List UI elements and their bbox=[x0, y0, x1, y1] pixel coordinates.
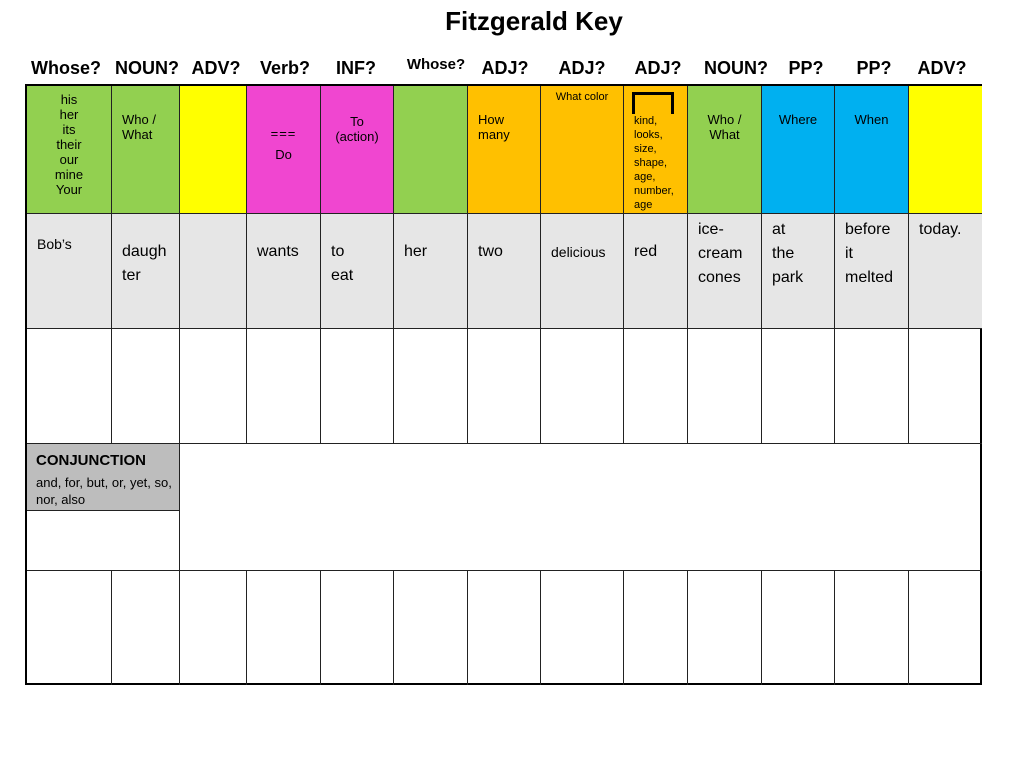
blank-cell[interactable] bbox=[27, 329, 112, 444]
column-header: ADJ? bbox=[634, 58, 682, 78]
blank-cell[interactable] bbox=[688, 571, 762, 685]
column-header: Whose? bbox=[31, 58, 101, 78]
conjunction-write-area[interactable] bbox=[180, 444, 982, 571]
column-header: Whose? bbox=[406, 56, 466, 73]
blank-cell[interactable] bbox=[27, 571, 112, 685]
key-cell bbox=[688, 86, 762, 214]
example-cell bbox=[321, 214, 394, 329]
key-cell-text bbox=[394, 86, 467, 92]
example-cell bbox=[247, 214, 321, 329]
page-title: Fitzgerald Key bbox=[445, 6, 623, 36]
blank-cell[interactable] bbox=[180, 571, 247, 685]
example-word: wants bbox=[257, 243, 299, 260]
example-cell bbox=[624, 214, 688, 329]
blank-cell[interactable] bbox=[835, 329, 909, 444]
key-cell-text: Who / What bbox=[707, 112, 742, 142]
key-cell-text: Where bbox=[778, 112, 818, 127]
example-cell bbox=[180, 214, 247, 329]
key-cell-text: When bbox=[854, 112, 889, 127]
key-cell bbox=[247, 86, 321, 214]
key-cell-text: kind, looks, size, shape, age, number, age bbox=[634, 115, 674, 211]
blank-cell[interactable] bbox=[112, 329, 180, 444]
key-cell bbox=[321, 86, 394, 214]
example-word: red bbox=[634, 243, 658, 260]
key-cell bbox=[762, 86, 835, 214]
conjunction-label bbox=[27, 444, 180, 511]
example-cell bbox=[27, 214, 112, 329]
example-word: before it melted bbox=[845, 221, 894, 286]
key-cell bbox=[835, 86, 909, 214]
blank-cell[interactable] bbox=[909, 329, 982, 444]
column-header: Verb? bbox=[259, 58, 311, 78]
example-word: at the park bbox=[772, 221, 804, 286]
column-header: ADV? bbox=[917, 58, 967, 78]
key-cell-text bbox=[909, 86, 982, 92]
key-cell-text: What color bbox=[555, 91, 609, 103]
key-cell-subtext: Do bbox=[275, 147, 292, 162]
example-word: ice- cream cones bbox=[698, 221, 743, 286]
key-cell-text: === bbox=[270, 126, 297, 141]
example-cell bbox=[468, 214, 541, 329]
blank-cell[interactable] bbox=[541, 329, 624, 444]
example-cell bbox=[688, 214, 762, 329]
example-word: today. bbox=[919, 221, 962, 238]
key-cell bbox=[27, 86, 112, 214]
column-header: NOUN? bbox=[115, 58, 179, 78]
blank-cell[interactable] bbox=[688, 329, 762, 444]
column-header: ADJ? bbox=[558, 58, 606, 78]
column-header: PP? bbox=[856, 58, 892, 78]
blank-cell[interactable] bbox=[247, 571, 321, 685]
key-cell bbox=[394, 86, 468, 214]
blank-cell[interactable] bbox=[835, 571, 909, 685]
example-word: Bob’s bbox=[37, 236, 72, 252]
column-header: INF? bbox=[336, 58, 376, 78]
fitzgerald-key-table bbox=[25, 84, 982, 685]
blank-cell[interactable] bbox=[762, 329, 835, 444]
column-headers bbox=[0, 58, 1024, 82]
example-word: to eat bbox=[331, 243, 354, 284]
blank-cell[interactable] bbox=[541, 571, 624, 685]
key-cell-text: To (action) bbox=[335, 114, 379, 144]
key-cell-text bbox=[180, 86, 246, 92]
key-cell bbox=[112, 86, 180, 214]
blank-cell[interactable] bbox=[468, 329, 541, 444]
example-word: daugh ter bbox=[122, 243, 167, 284]
blank-cell[interactable] bbox=[321, 571, 394, 685]
conjunction-words: and, for, but, or, yet, so, nor, also bbox=[36, 475, 172, 507]
conjunction-title: CONJUNCTION bbox=[36, 452, 147, 469]
blank-cell[interactable] bbox=[909, 571, 982, 685]
example-cell bbox=[394, 214, 468, 329]
key-cell bbox=[180, 86, 247, 214]
key-cell bbox=[624, 86, 688, 214]
key-cell-text: How many bbox=[478, 112, 510, 142]
blank-cell[interactable] bbox=[247, 329, 321, 444]
bracket-icon bbox=[632, 92, 674, 114]
blank-cell[interactable] bbox=[624, 329, 688, 444]
blank-cell[interactable] bbox=[321, 329, 394, 444]
example-cell bbox=[762, 214, 835, 329]
example-word bbox=[180, 214, 246, 240]
key-cell bbox=[468, 86, 541, 214]
blank-cell[interactable] bbox=[394, 571, 468, 685]
column-header: ADV? bbox=[191, 58, 241, 78]
example-word: her bbox=[404, 243, 428, 260]
key-cell-text: his her its their our mine Your bbox=[54, 92, 84, 197]
example-word: delicious bbox=[551, 244, 606, 260]
column-header: PP? bbox=[788, 58, 824, 78]
example-cell bbox=[112, 214, 180, 329]
blank-cell[interactable] bbox=[112, 571, 180, 685]
example-cell bbox=[835, 214, 909, 329]
column-header: NOUN? bbox=[704, 58, 768, 78]
blank-cell[interactable] bbox=[624, 571, 688, 685]
blank-cell[interactable] bbox=[762, 571, 835, 685]
blank-cell[interactable] bbox=[468, 571, 541, 685]
conjunction-cell bbox=[27, 444, 180, 571]
example-word: two bbox=[478, 243, 503, 260]
key-cell bbox=[909, 86, 982, 214]
example-cell bbox=[909, 214, 982, 329]
key-cell-text: Who / What bbox=[122, 112, 156, 142]
column-header: ADJ? bbox=[481, 58, 529, 78]
blank-cell[interactable] bbox=[180, 329, 247, 444]
blank-cell[interactable] bbox=[394, 329, 468, 444]
example-cell bbox=[541, 214, 624, 329]
key-cell bbox=[541, 86, 624, 214]
